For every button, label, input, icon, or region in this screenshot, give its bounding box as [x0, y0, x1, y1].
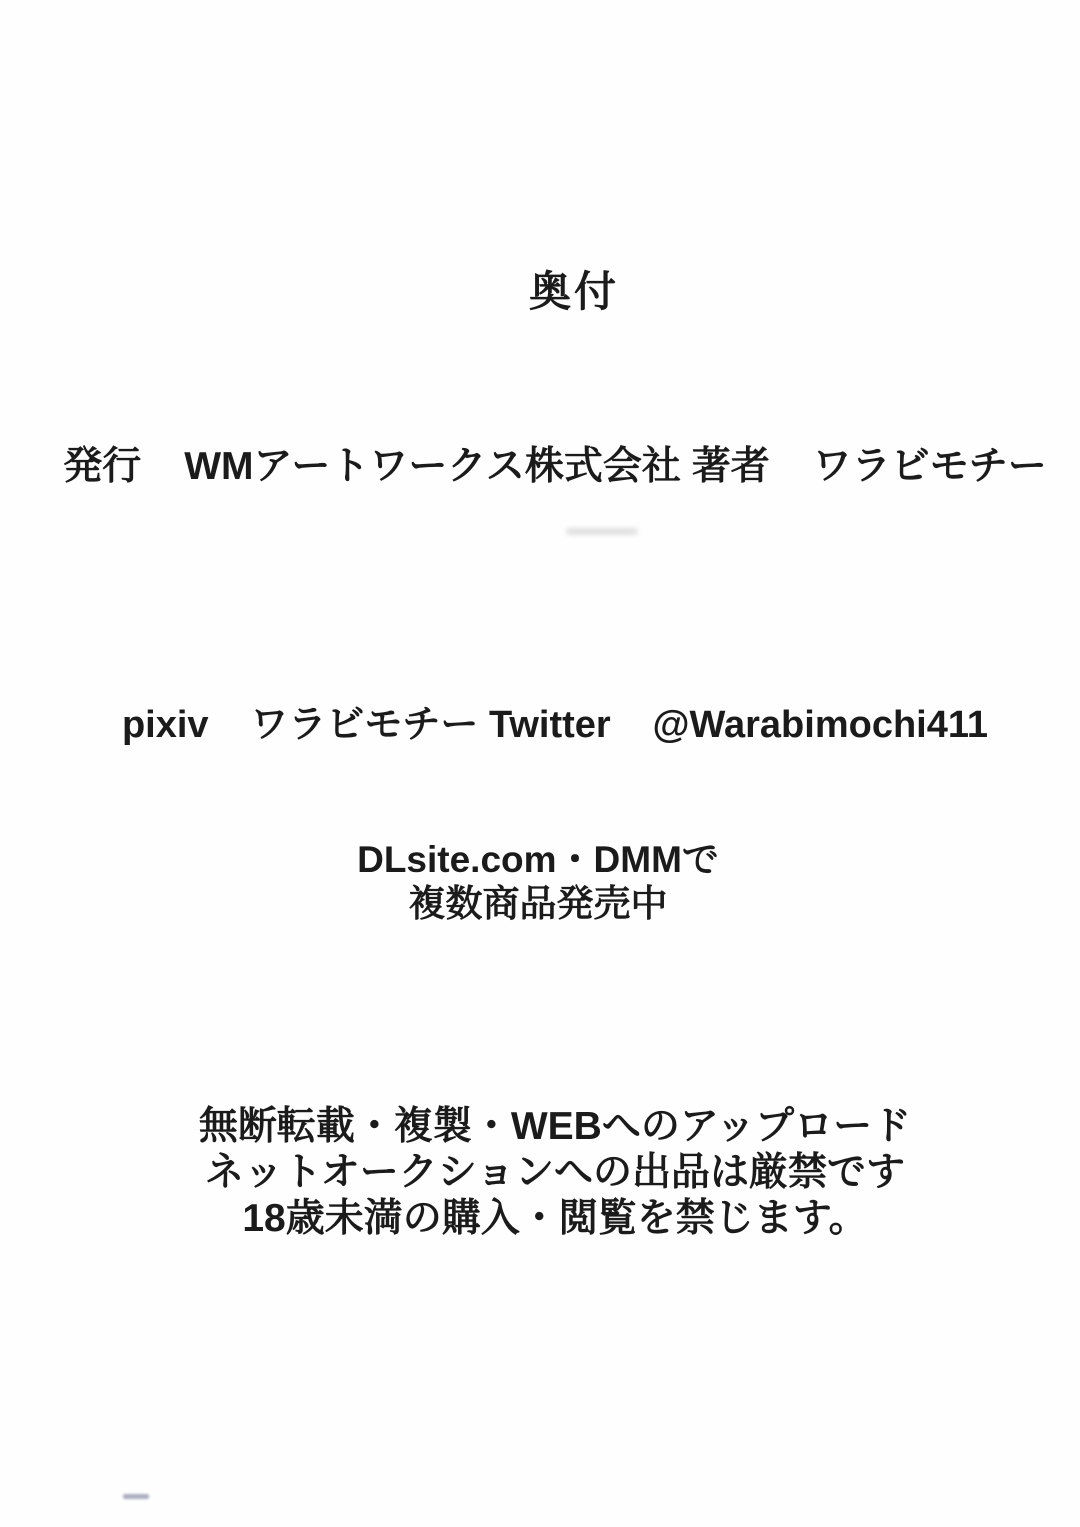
twitter-handle: @Warabimochi411 [652, 704, 989, 746]
warning-line-3: 18歳未満の購入・閲覧を禁じます。 [242, 1197, 868, 1240]
publisher-block [15, 444, 1080, 489]
warning-block [15, 1104, 1080, 1242]
twitter-line [489, 702, 988, 749]
twitter-label: Twitter [488, 704, 611, 746]
availability-line-1: DLsite.com・DMMで [357, 839, 719, 880]
availability-block [0, 838, 1078, 926]
page-title: 奥付 [528, 268, 619, 315]
publisher-label: 発行 [63, 445, 142, 488]
publisher-name: WMアートワークス株式会社 [184, 445, 681, 488]
author-line [692, 444, 1047, 489]
availability-line-2: 複数商品発売中 [408, 883, 668, 924]
publisher-line [63, 444, 681, 489]
warning-line-2: ネットオークションへの出品は厳禁です [204, 1151, 906, 1194]
pixiv-line [122, 702, 478, 749]
author-name: ワラビモチー [812, 445, 1047, 488]
pixiv-label: pixiv [121, 704, 209, 746]
pixiv-name: ワラビモチー [250, 704, 479, 746]
contact-block [15, 702, 1080, 749]
scan-dash-artifact [123, 1494, 149, 1499]
author-label: 著者 [691, 445, 770, 488]
erased-text-artifact [566, 528, 638, 535]
warning-line-1: 無断転載・複製・WEBへのアップロード [198, 1105, 912, 1148]
